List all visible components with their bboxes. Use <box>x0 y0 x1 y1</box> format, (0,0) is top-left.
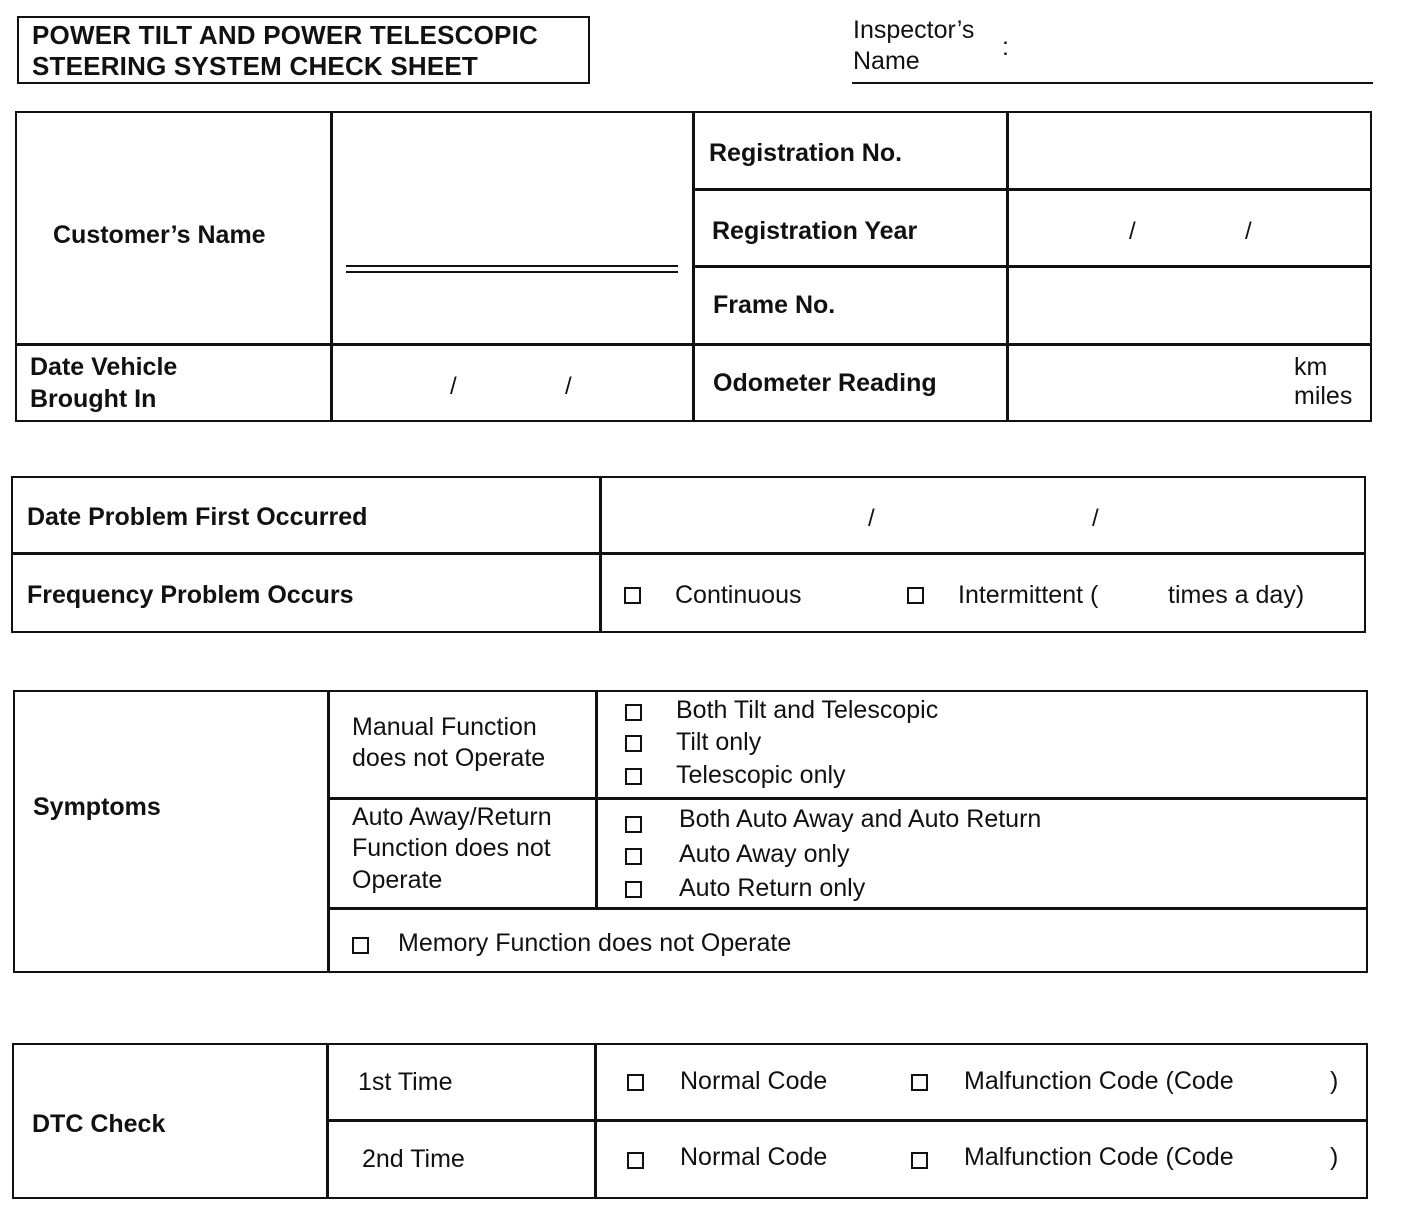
registration-year-label: Registration Year <box>712 217 918 245</box>
problem-table-divider <box>599 476 602 633</box>
date-separator: / <box>868 505 875 532</box>
second-malfunction-code-checkbox[interactable] <box>911 1152 928 1169</box>
first-normal-code-checkbox[interactable] <box>627 1074 644 1091</box>
intermittent-label: Intermittent ( <box>958 581 1099 609</box>
customer-name-field-line <box>346 271 678 273</box>
continuous-label: Continuous <box>675 581 802 609</box>
date-separator: / <box>565 373 572 400</box>
dtc-table-row-line <box>327 1119 1368 1122</box>
auto-function-label-line-2: Function does not <box>352 834 551 862</box>
vehicle-table-row-line <box>693 265 1372 268</box>
times-a-day-label: times a day) <box>1168 581 1305 609</box>
memory-function-checkbox[interactable] <box>352 937 369 954</box>
second-normal-code-label: Normal Code <box>680 1143 828 1171</box>
date-separator: / <box>1092 505 1099 532</box>
both-auto-away-return-label: Both Auto Away and Auto Return <box>679 805 1042 833</box>
telescopic-only-label: Telescopic only <box>676 761 846 789</box>
second-normal-code-checkbox[interactable] <box>627 1152 644 1169</box>
frequency-label: Frequency Problem Occurs <box>27 581 354 609</box>
both-auto-away-return-checkbox[interactable] <box>625 816 642 833</box>
vehicle-table-row-line <box>15 343 1372 346</box>
inspector-colon: : <box>1002 33 1009 61</box>
symptoms-table-divider <box>327 690 330 973</box>
title-line-2: STEERING SYSTEM CHECK SHEET <box>32 51 479 81</box>
dtc-check-label: DTC Check <box>32 1110 166 1138</box>
manual-function-label-line-1: Manual Function <box>352 713 537 741</box>
date-first-occurred-label: Date Problem First Occurred <box>27 503 368 531</box>
first-malfunction-code-label: Malfunction Code (Code <box>964 1067 1234 1095</box>
tilt-only-checkbox[interactable] <box>625 735 642 752</box>
auto-return-only-label: Auto Return only <box>679 874 866 902</box>
both-tilt-telescopic-label: Both Tilt and Telescopic <box>676 696 939 724</box>
customer-name-field-line[interactable] <box>346 265 678 267</box>
continuous-checkbox[interactable] <box>624 587 641 604</box>
inspector-name-field[interactable] <box>852 82 1373 84</box>
odometer-label: Odometer Reading <box>713 369 937 397</box>
second-malfunction-code-label: Malfunction Code (Code <box>964 1143 1234 1171</box>
intermittent-checkbox[interactable] <box>907 587 924 604</box>
second-time-label: 2nd Time <box>362 1145 465 1173</box>
vehicle-table-row-line <box>693 188 1372 191</box>
auto-away-only-label: Auto Away only <box>679 840 850 868</box>
problem-table-row-line <box>11 552 1366 555</box>
registration-no-label: Registration No. <box>709 139 903 167</box>
inspector-label-line-2: Name <box>853 47 920 75</box>
date-brought-in-label-line-2: Brought In <box>30 385 157 413</box>
symptoms-table-row-line <box>328 797 1368 800</box>
frame-no-label: Frame No. <box>713 291 836 319</box>
first-close-paren: ) <box>1330 1067 1339 1095</box>
symptoms-table-row-line <box>328 907 1368 910</box>
date-separator: / <box>1245 218 1252 245</box>
tilt-only-label: Tilt only <box>676 728 762 756</box>
telescopic-only-checkbox[interactable] <box>625 768 642 785</box>
first-normal-code-label: Normal Code <box>680 1067 828 1095</box>
vehicle-table-divider <box>330 111 333 422</box>
customer-name-label: Customer’s Name <box>53 221 266 249</box>
unit-km: km <box>1294 353 1328 381</box>
inspector-label-line-1: Inspector’s <box>853 16 975 44</box>
memory-function-label: Memory Function does not Operate <box>398 929 792 957</box>
date-separator: / <box>450 373 457 400</box>
auto-function-label-line-1: Auto Away/Return <box>352 803 552 831</box>
symptoms-label: Symptoms <box>33 793 161 821</box>
both-tilt-telescopic-checkbox[interactable] <box>625 704 642 721</box>
date-separator: / <box>1129 218 1136 245</box>
title-line-1: POWER TILT AND POWER TELESCOPIC <box>32 20 538 50</box>
symptoms-table-divider <box>595 690 598 909</box>
manual-function-label-line-2: does not Operate <box>352 744 546 772</box>
auto-away-only-checkbox[interactable] <box>625 848 642 865</box>
title-box <box>17 16 590 84</box>
date-brought-in-label-line-1: Date Vehicle <box>30 353 178 381</box>
second-close-paren: ) <box>1330 1143 1339 1171</box>
first-malfunction-code-checkbox[interactable] <box>911 1074 928 1091</box>
auto-function-label-line-3: Operate <box>352 866 443 894</box>
first-time-label: 1st Time <box>358 1068 453 1096</box>
unit-miles: miles <box>1294 382 1353 410</box>
auto-return-only-checkbox[interactable] <box>625 881 642 898</box>
